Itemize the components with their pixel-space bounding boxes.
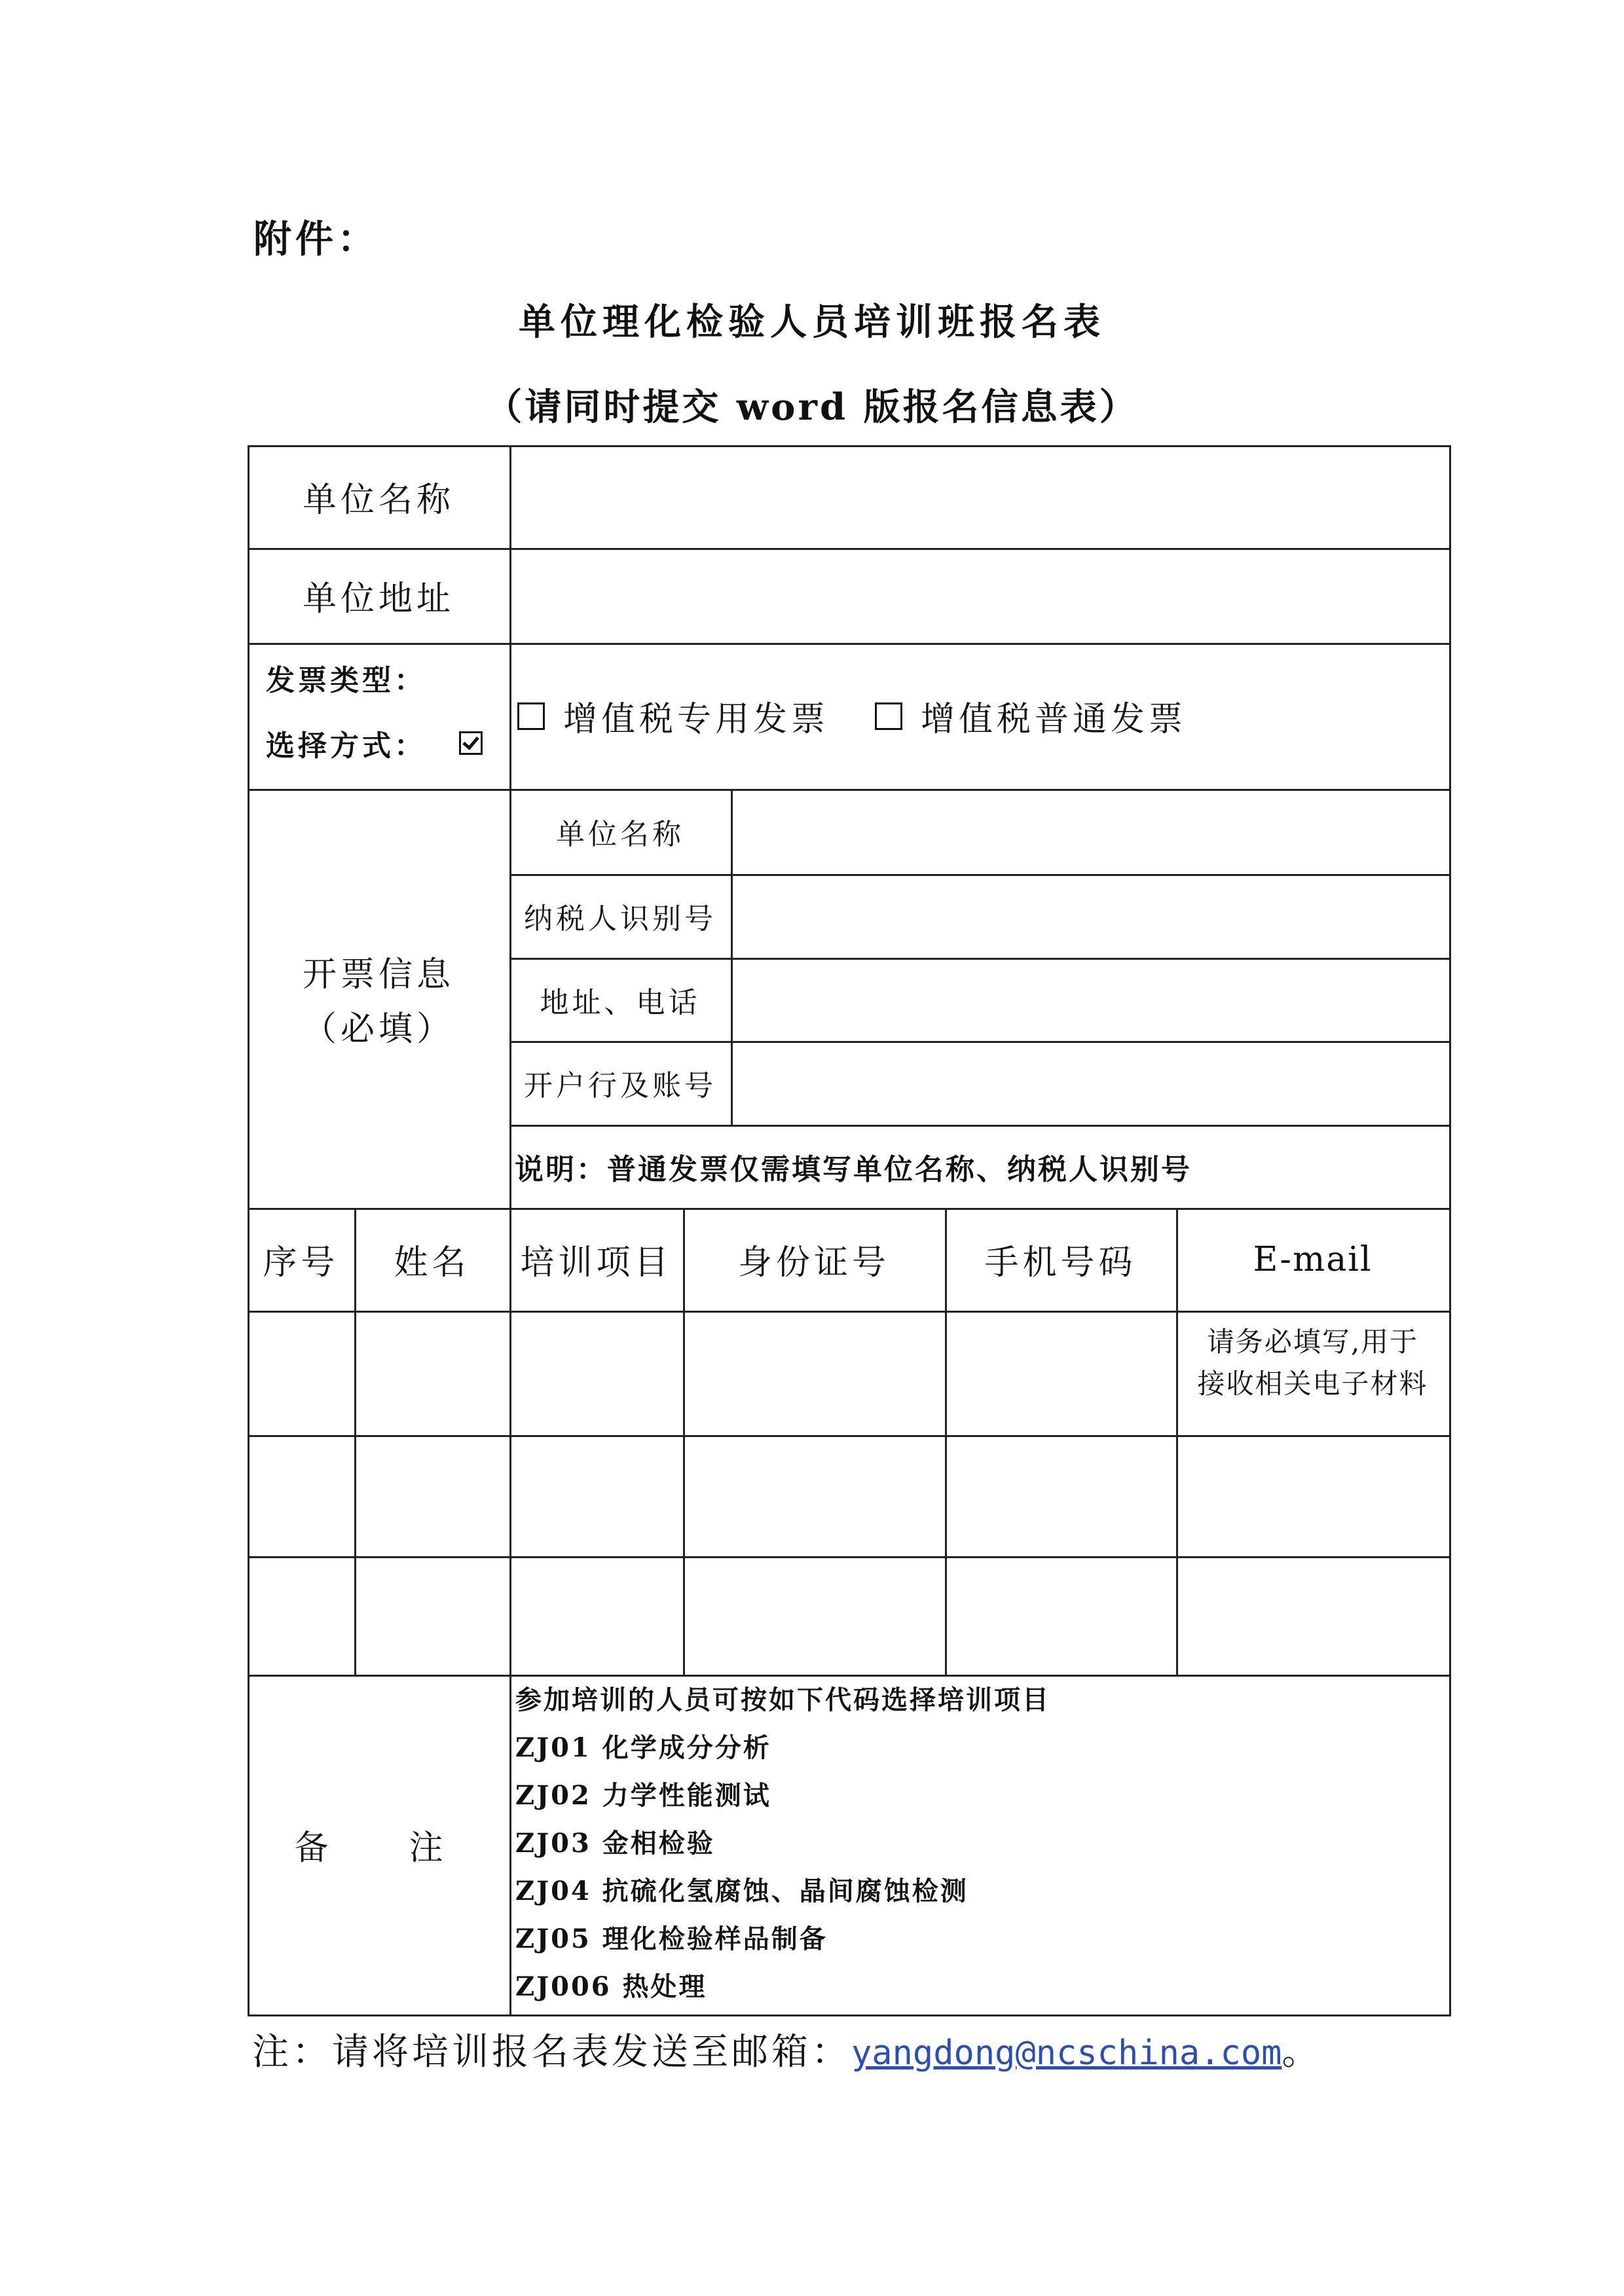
header-phone: 手机号码 [984, 1243, 1137, 1283]
option-special-label: 增值税专用发票 [563, 700, 830, 739]
form-subtitle: （请同时提交 word 版报名信息表） [485, 386, 1139, 429]
form-title: 单位理化检验人员培训班报名表 [519, 301, 1105, 344]
invoice-select-text: 选择方式： [266, 729, 426, 763]
option-normal-label: 增值税普通发票 [921, 700, 1187, 739]
option-special-checkbox[interactable] [517, 691, 829, 740]
header-training-item: 培训项目 [520, 1243, 673, 1283]
email-link[interactable]: yangdong@ncschina.com [851, 2033, 1282, 2073]
unit-address-label: 单位地址 [302, 579, 454, 619]
participant-row[interactable] [249, 1437, 1449, 1556]
billing-note: 说明：普通发票仅需填写单位名称、纳税人识别号 [515, 1152, 1192, 1186]
billing-field-unit-name: 单位名称 [556, 818, 684, 851]
remarks-label: 备 注 [294, 1829, 463, 1868]
header-name: 姓名 [394, 1243, 470, 1283]
billing-input-address-phone[interactable] [733, 960, 1449, 1041]
billing-input-unit-name[interactable] [733, 791, 1449, 874]
billing-field-taxpayer-id: 纳税人识别号 [524, 902, 716, 936]
billing-field-bank-account: 开户行及账号 [524, 1069, 716, 1102]
billing-field-address-phone: 地址、电话 [540, 985, 701, 1019]
invoice-select-label [266, 714, 509, 773]
remarks-content [511, 1676, 1448, 2013]
checkbox-icon [517, 702, 545, 730]
footer-end: 。 [1282, 2031, 1322, 2073]
billing-label-line1: 开票信息 [302, 955, 454, 994]
billing-input-bank-account[interactable] [733, 1043, 1449, 1125]
attachment-label: 附件： [253, 217, 380, 261]
header-id-number: 身份证号 [737, 1243, 890, 1283]
remarks-line: ZJ01 化学成分分析 [515, 1732, 771, 1763]
unit-name-field[interactable] [511, 447, 1449, 548]
checkbox-icon [875, 702, 902, 730]
remarks-line: 参加培训的人员可按如下代码选择培训项目 [515, 1685, 1050, 1715]
participant-row[interactable] [249, 1558, 1449, 1675]
remarks-line: ZJ05 理化检验样品制备 [515, 1923, 828, 1954]
footer-note [252, 2023, 1321, 2075]
checked-box-icon [459, 731, 483, 755]
billing-info-label [248, 789, 509, 1208]
remarks-line: ZJ006 热处理 [515, 1971, 707, 2002]
header-serial: 序号 [263, 1243, 339, 1283]
remarks-line: ZJ03 金相检验 [515, 1828, 715, 1859]
unit-name-label: 单位名称 [302, 481, 454, 520]
email-hint-line2: 接收相关电子材料 [1197, 1368, 1428, 1400]
remarks-line: ZJ02 力学性能测试 [515, 1780, 771, 1811]
billing-input-taxpayer-id[interactable] [733, 876, 1449, 958]
remarks-lines [515, 1676, 1050, 2011]
email-hint-line1: 请务必填写,用于 [1206, 1326, 1419, 1358]
option-normal-checkbox[interactable] [875, 691, 1187, 740]
invoice-type-label: 发票类型： [266, 664, 426, 697]
billing-label-line2: （必填） [302, 1010, 454, 1049]
participant-row[interactable] [249, 1313, 1176, 1435]
unit-address-field[interactable] [511, 550, 1449, 643]
email-hint [1176, 1311, 1449, 1415]
remarks-line: ZJ04 抗硫化氢腐蚀、晶间腐蚀检测 [515, 1876, 969, 1906]
invoice-options [517, 643, 1447, 789]
registration-form [248, 445, 1451, 2016]
header-email: E-mail [1253, 1239, 1373, 1279]
footer-text: 注：请将培训报名表发送至邮箱： [252, 2031, 851, 2073]
